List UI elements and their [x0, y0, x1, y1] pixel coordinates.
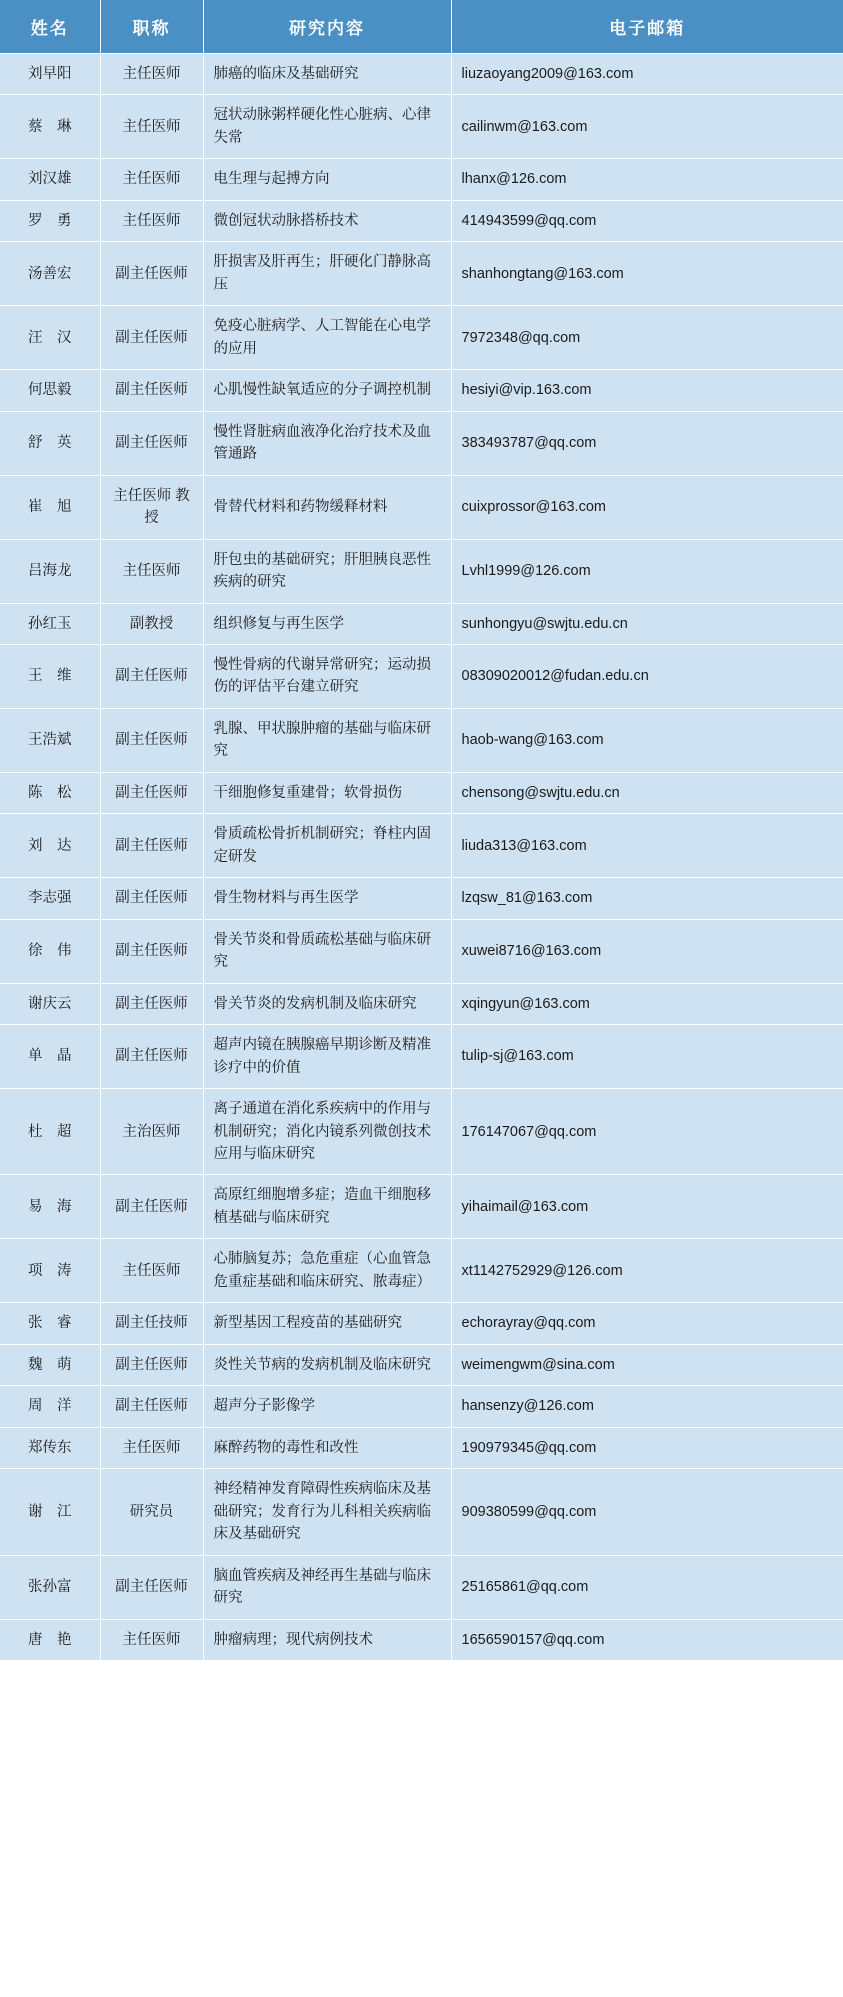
cell-name: 陈 松: [0, 772, 100, 813]
table-row: [0, 1619, 843, 1660]
cell-title: 副教授: [100, 603, 203, 644]
cell-email[interactable]: shanhongtang@163.com: [451, 242, 843, 306]
cell-email[interactable]: 7972348@qq.com: [451, 306, 843, 370]
cell-title: 副主任医师: [100, 919, 203, 983]
cell-title: 副主任医师: [100, 878, 203, 919]
cell-name: 易 海: [0, 1175, 100, 1239]
column-header-name: 姓名: [0, 0, 100, 54]
table-row: [0, 306, 843, 370]
cell-name: 舒 英: [0, 411, 100, 475]
table-row: [0, 708, 843, 772]
table-row: [0, 539, 843, 603]
cell-email[interactable]: cailinwm@163.com: [451, 95, 843, 159]
cell-research: 肺癌的临床及基础研究: [203, 54, 451, 95]
cell-title: 主任医师 教授: [100, 475, 203, 539]
cell-title: 研究员: [100, 1469, 203, 1555]
cell-email[interactable]: lzqsw_81@163.com: [451, 878, 843, 919]
cell-name: 唐 艳: [0, 1619, 100, 1660]
cell-research: 组织修复与再生医学: [203, 603, 451, 644]
cell-research: 离子通道在消化系疾病中的作用与机制研究；消化内镜系列微创技术应用与临床研究: [203, 1089, 451, 1175]
cell-title: 副主任医师: [100, 1025, 203, 1089]
cell-name: 张 睿: [0, 1303, 100, 1344]
cell-name: 吕海龙: [0, 539, 100, 603]
table-row: [0, 814, 843, 878]
cell-research: 心肺脑复苏；急危重症（心血管急危重症基础和临床研究、脓毒症）: [203, 1239, 451, 1303]
table-row: [0, 95, 843, 159]
cell-title: 副主任医师: [100, 306, 203, 370]
table-body: [0, 54, 843, 1661]
cell-email[interactable]: 08309020012@fudan.edu.cn: [451, 644, 843, 708]
table-row: [0, 1303, 843, 1344]
cell-research: 超声内镜在胰腺癌早期诊断及精准诊疗中的价值: [203, 1025, 451, 1089]
cell-email[interactable]: lhanx@126.com: [451, 159, 843, 200]
cell-name: 崔 旭: [0, 475, 100, 539]
cell-title: 副主任医师: [100, 411, 203, 475]
cell-name: 项 涛: [0, 1239, 100, 1303]
cell-title: 副主任医师: [100, 983, 203, 1024]
cell-email[interactable]: haob-wang@163.com: [451, 708, 843, 772]
cell-name: 刘汉雄: [0, 159, 100, 200]
cell-research: 超声分子影像学: [203, 1386, 451, 1427]
cell-research: 心肌慢性缺氧适应的分子调控机制: [203, 370, 451, 411]
cell-title: 副主任医师: [100, 1344, 203, 1385]
cell-name: 何思毅: [0, 370, 100, 411]
table-row: [0, 1344, 843, 1385]
cell-email[interactable]: 25165861@qq.com: [451, 1555, 843, 1619]
cell-title: 主任医师: [100, 54, 203, 95]
cell-name: 王 维: [0, 644, 100, 708]
table-row: [0, 370, 843, 411]
cell-research: 麻醉药物的毒性和改性: [203, 1427, 451, 1468]
table-row: [0, 1469, 843, 1555]
cell-title: 主任医师: [100, 95, 203, 159]
cell-title: 主治医师: [100, 1089, 203, 1175]
cell-research: 肝损害及肝再生；肝硬化门静脉高压: [203, 242, 451, 306]
cell-research: 骨质疏松骨折机制研究；脊柱内固定研发: [203, 814, 451, 878]
cell-name: 郑传东: [0, 1427, 100, 1468]
cell-name: 王浩斌: [0, 708, 100, 772]
cell-research: 骨替代材料和药物缓释材料: [203, 475, 451, 539]
table-row: [0, 1089, 843, 1175]
cell-email[interactable]: hansenzy@126.com: [451, 1386, 843, 1427]
table-row: [0, 772, 843, 813]
cell-title: 主任医师: [100, 1619, 203, 1660]
cell-name: 谢庆云: [0, 983, 100, 1024]
table-row: [0, 1386, 843, 1427]
table-row: [0, 644, 843, 708]
table-row: [0, 983, 843, 1024]
cell-email[interactable]: echorayray@qq.com: [451, 1303, 843, 1344]
cell-research: 微创冠状动脉搭桥技术: [203, 200, 451, 241]
table-row: [0, 919, 843, 983]
cell-name: 李志强: [0, 878, 100, 919]
cell-email[interactable]: liuzaoyang2009@163.com: [451, 54, 843, 95]
cell-title: 副主任医师: [100, 1555, 203, 1619]
cell-email[interactable]: yihaimail@163.com: [451, 1175, 843, 1239]
cell-name: 刘 达: [0, 814, 100, 878]
cell-research: 慢性骨病的代谢异常研究；运动损伤的评估平台建立研究: [203, 644, 451, 708]
cell-title: 主任医师: [100, 200, 203, 241]
cell-name: 罗 勇: [0, 200, 100, 241]
cell-name: 单 晶: [0, 1025, 100, 1089]
cell-title: 副主任医师: [100, 772, 203, 813]
table-row: [0, 242, 843, 306]
cell-research: 骨关节炎和骨质疏松基础与临床研究: [203, 919, 451, 983]
cell-research: 冠状动脉粥样硬化性心脏病、心律失常: [203, 95, 451, 159]
cell-name: 蔡 琳: [0, 95, 100, 159]
header-row: [0, 0, 843, 54]
cell-title: 主任医师: [100, 1239, 203, 1303]
cell-research: 炎性关节病的发病机制及临床研究: [203, 1344, 451, 1385]
cell-title: 副主任医师: [100, 708, 203, 772]
column-header-email: 电子邮箱: [451, 0, 843, 54]
cell-email[interactable]: xt1142752929@126.com: [451, 1239, 843, 1303]
table-row: [0, 159, 843, 200]
table-row: [0, 1555, 843, 1619]
column-header-research: 研究内容: [203, 0, 451, 54]
cell-email[interactable]: 414943599@qq.com: [451, 200, 843, 241]
table-row: [0, 54, 843, 95]
cell-title: 副主任医师: [100, 1386, 203, 1427]
table-row: [0, 878, 843, 919]
cell-name: 刘早阳: [0, 54, 100, 95]
cell-email[interactable]: 176147067@qq.com: [451, 1089, 843, 1175]
cell-name: 徐 伟: [0, 919, 100, 983]
cell-title: 副主任医师: [100, 814, 203, 878]
cell-name: 孙红玉: [0, 603, 100, 644]
cell-title: 副主任技师: [100, 1303, 203, 1344]
table-row: [0, 603, 843, 644]
cell-research: 乳腺、甲状腺肿瘤的基础与临床研究: [203, 708, 451, 772]
table-row: [0, 1239, 843, 1303]
cell-research: 肿瘤病理；现代病例技术: [203, 1619, 451, 1660]
cell-research: 电生理与起搏方向: [203, 159, 451, 200]
column-header-title: 职称: [100, 0, 203, 54]
cell-email[interactable]: Lvhl1999@126.com: [451, 539, 843, 603]
cell-research: 神经精神发育障碍性疾病临床及基础研究；发育行为儿科相关疾病临床及基础研究: [203, 1469, 451, 1555]
cell-email[interactable]: 383493787@qq.com: [451, 411, 843, 475]
cell-title: 副主任医师: [100, 1175, 203, 1239]
cell-name: 魏 萌: [0, 1344, 100, 1385]
cell-title: 主任医师: [100, 1427, 203, 1468]
cell-title: 主任医师: [100, 539, 203, 603]
cell-email[interactable]: xuwei8716@163.com: [451, 919, 843, 983]
cell-name: 汪 汉: [0, 306, 100, 370]
cell-title: 主任医师: [100, 159, 203, 200]
table-row: [0, 1427, 843, 1468]
cell-email[interactable]: tulip-sj@163.com: [451, 1025, 843, 1089]
cell-email[interactable]: sunhongyu@swjtu.edu.cn: [451, 603, 843, 644]
table-row: [0, 1025, 843, 1089]
cell-research: 慢性肾脏病血液净化治疗技术及血管通路: [203, 411, 451, 475]
cell-email[interactable]: chensong@swjtu.edu.cn: [451, 772, 843, 813]
cell-research: 免疫心脏病学、人工智能在心电学的应用: [203, 306, 451, 370]
table-row: [0, 200, 843, 241]
cell-title: 副主任医师: [100, 242, 203, 306]
cell-title: 副主任医师: [100, 644, 203, 708]
cell-name: 张孙富: [0, 1555, 100, 1619]
cell-title: 副主任医师: [100, 370, 203, 411]
table-row: [0, 411, 843, 475]
cell-email[interactable]: 190979345@qq.com: [451, 1427, 843, 1468]
cell-research: 新型基因工程疫苗的基础研究: [203, 1303, 451, 1344]
cell-email[interactable]: weimengwm@sina.com: [451, 1344, 843, 1385]
cell-email[interactable]: 909380599@qq.com: [451, 1469, 843, 1555]
cell-name: 杜 超: [0, 1089, 100, 1175]
cell-email[interactable]: hesiyi@vip.163.com: [451, 370, 843, 411]
table-header: [0, 0, 843, 54]
cell-email[interactable]: cuixprossor@163.com: [451, 475, 843, 539]
cell-email[interactable]: xqingyun@163.com: [451, 983, 843, 1024]
cell-email[interactable]: liuda313@163.com: [451, 814, 843, 878]
cell-research: 骨生物材料与再生医学: [203, 878, 451, 919]
cell-research: 脑血管疾病及神经再生基础与临床研究: [203, 1555, 451, 1619]
cell-name: 谢 江: [0, 1469, 100, 1555]
cell-name: 汤善宏: [0, 242, 100, 306]
cell-research: 骨关节炎的发病机制及临床研究: [203, 983, 451, 1024]
cell-research: 高原红细胞增多症；造血干细胞移植基础与临床研究: [203, 1175, 451, 1239]
cell-email[interactable]: 1656590157@qq.com: [451, 1619, 843, 1660]
cell-name: 周 洋: [0, 1386, 100, 1427]
cell-research: 干细胞修复重建骨；软骨损伤: [203, 772, 451, 813]
cell-research: 肝包虫的基础研究；肝胆胰良恶性疾病的研究: [203, 539, 451, 603]
table-row: [0, 1175, 843, 1239]
table-row: [0, 475, 843, 539]
